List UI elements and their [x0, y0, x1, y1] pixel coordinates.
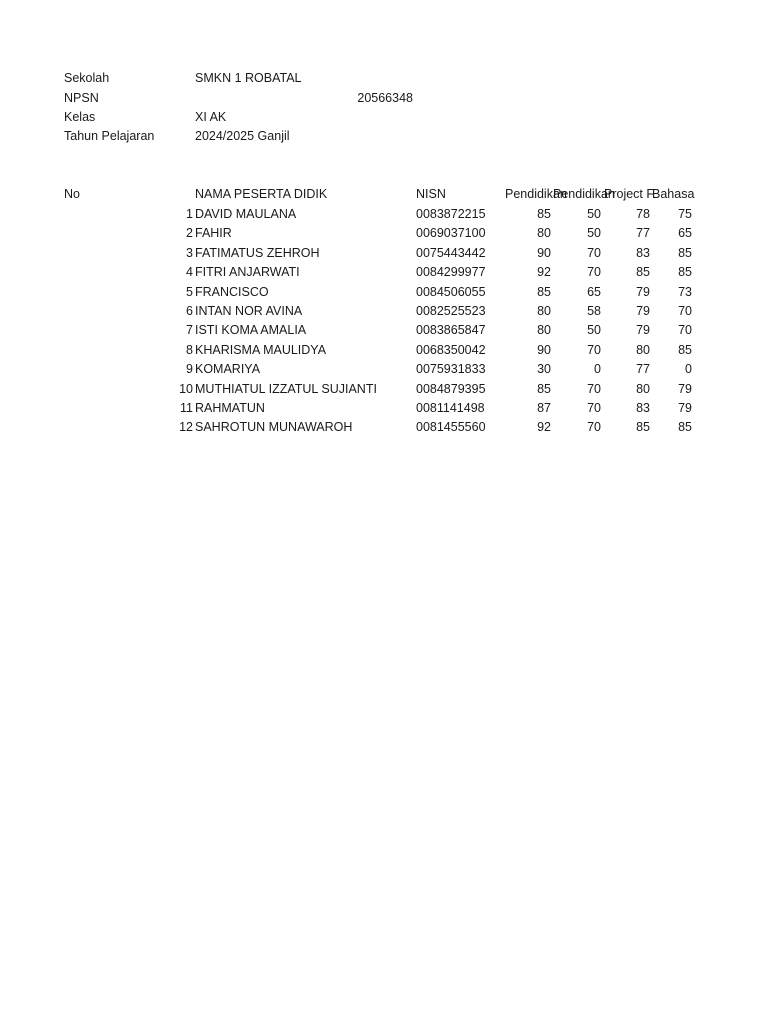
row-score-2: 70 [587, 265, 601, 279]
row-nisn: 0081455560 [416, 420, 486, 434]
row-score-1: 80 [537, 304, 551, 318]
row-no: 10 [179, 382, 193, 396]
row-score-1: 80 [537, 323, 551, 337]
row-name: SAHROTUN MUNAWAROH [195, 420, 353, 434]
row-score-3: 79 [636, 323, 650, 337]
row-score-2: 70 [587, 382, 601, 396]
row-score-1: 85 [537, 382, 551, 396]
row-score-2: 0 [594, 362, 601, 376]
row-name: KOMARIYA [195, 362, 261, 376]
row-score-4: 79 [678, 401, 692, 415]
row-nisn: 0075931833 [416, 362, 486, 376]
row-score-2: 70 [587, 401, 601, 415]
row-score-1: 87 [537, 401, 551, 415]
row-score-2: 70 [587, 343, 601, 357]
row-score-3: 79 [636, 285, 650, 299]
row-nisn: 0075443442 [416, 246, 486, 260]
row-score-3: 83 [636, 246, 650, 260]
header-no: No [64, 187, 80, 201]
header-col4: Bahasa [652, 187, 695, 201]
row-name: MUTHIATUL IZZATUL SUJIANTI [195, 382, 377, 396]
class-value: XI AK [195, 110, 227, 124]
row-nisn: 0083872215 [416, 207, 486, 221]
row-score-2: 70 [587, 246, 601, 260]
row-no: 12 [179, 420, 193, 434]
year-label: Tahun Pelajaran [64, 129, 155, 143]
row-score-4: 70 [678, 304, 692, 318]
row-no: 4 [186, 265, 193, 279]
row-score-1: 90 [537, 246, 551, 260]
row-score-1: 85 [537, 285, 551, 299]
row-name: FRANCISCO [195, 285, 269, 299]
row-score-4: 85 [678, 246, 692, 260]
row-nisn: 0068350042 [416, 343, 486, 357]
row-nisn: 0084879395 [416, 382, 486, 396]
row-name: ISTI KOMA AMALIA [195, 323, 307, 337]
header-col1: Pendidikan [505, 187, 567, 201]
row-score-4: 85 [678, 420, 692, 434]
row-score-3: 77 [636, 226, 650, 240]
row-name: KHARISMA MAULIDYA [195, 343, 327, 357]
row-score-2: 58 [587, 304, 601, 318]
header-name: NAMA PESERTA DIDIK [195, 187, 328, 201]
row-no: 11 [180, 401, 193, 415]
header-col3: Project F [604, 187, 655, 201]
row-name: INTAN NOR AVINA [195, 304, 303, 318]
row-score-3: 78 [636, 207, 650, 221]
row-score-4: 65 [678, 226, 692, 240]
row-nisn: 0084299977 [416, 265, 486, 279]
row-nisn: 0081141498 [416, 401, 485, 415]
row-nisn: 0082525523 [416, 304, 486, 318]
row-no: 5 [186, 285, 193, 299]
row-no: 8 [186, 343, 193, 357]
row-score-3: 80 [636, 343, 650, 357]
row-name: DAVID MAULANA [195, 207, 297, 221]
row-score-1: 85 [537, 207, 551, 221]
row-score-1: 30 [537, 362, 551, 376]
row-score-4: 79 [678, 382, 692, 396]
row-nisn: 0084506055 [416, 285, 486, 299]
row-score-2: 70 [587, 420, 601, 434]
header-col2: Pendidikan [553, 187, 615, 201]
row-no: 1 [186, 207, 193, 221]
row-score-1: 92 [537, 420, 551, 434]
row-no: 9 [186, 362, 193, 376]
row-name: FAHIR [195, 226, 232, 240]
row-score-3: 85 [636, 265, 650, 279]
row-name: FITRI ANJARWATI [195, 265, 300, 279]
row-name: RAHMATUN [195, 401, 265, 415]
row-nisn: 0083865847 [416, 323, 486, 337]
row-no: 7 [186, 323, 193, 337]
row-score-2: 50 [587, 207, 601, 221]
row-no: 6 [186, 304, 193, 318]
school-value: SMKN 1 ROBATAL [195, 71, 302, 85]
row-score-2: 65 [587, 285, 601, 299]
row-score-4: 85 [678, 343, 692, 357]
row-score-4: 0 [685, 362, 692, 376]
row-no: 2 [186, 226, 193, 240]
class-label: Kelas [64, 110, 96, 124]
row-score-3: 80 [636, 382, 650, 396]
row-score-2: 50 [587, 323, 601, 337]
row-score-4: 85 [678, 265, 692, 279]
row-no: 3 [186, 246, 193, 260]
row-score-1: 80 [537, 226, 551, 240]
row-score-4: 73 [678, 285, 692, 299]
row-score-2: 50 [587, 226, 601, 240]
row-score-3: 79 [636, 304, 650, 318]
header-nisn: NISN [416, 187, 446, 201]
row-score-3: 85 [636, 420, 650, 434]
npsn-label: NPSN [64, 91, 99, 105]
row-score-3: 83 [636, 401, 650, 415]
school-label: Sekolah [64, 71, 110, 85]
row-score-1: 92 [537, 265, 551, 279]
row-score-4: 75 [678, 207, 692, 221]
row-nisn: 0069037100 [416, 226, 486, 240]
npsn-value: 20566348 [357, 91, 413, 105]
row-score-4: 70 [678, 323, 692, 337]
row-score-1: 90 [537, 343, 551, 357]
row-name: FATIMATUS ZEHROH [195, 246, 320, 260]
row-score-3: 77 [636, 362, 650, 376]
year-value: 2024/2025 Ganjil [195, 129, 290, 143]
